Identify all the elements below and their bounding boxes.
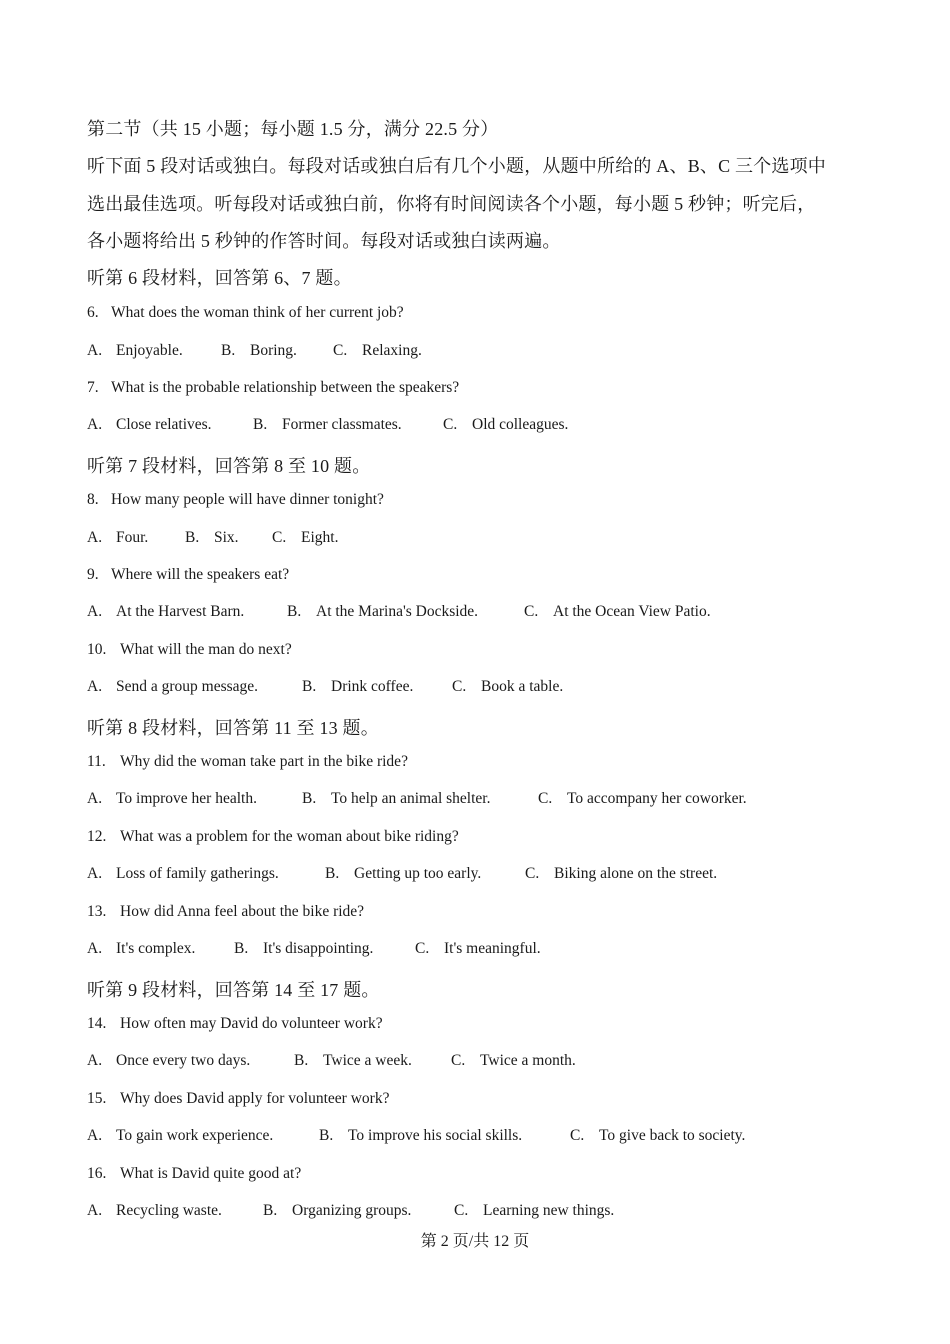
option-a[interactable]: A. Loss of family gatherings.: [87, 865, 279, 882]
question-14: [87, 1015, 383, 1033]
option-c[interactable]: C. Eight.: [272, 529, 339, 546]
option-a[interactable]: A. Recycling waste.: [87, 1202, 222, 1219]
option-c[interactable]: C. Old colleagues.: [443, 416, 569, 433]
instructions-line-3: 各小题将给出 5 秒钟的作答时间。每段对话或独白读两遍。: [87, 231, 561, 251]
group-heading: 听第 6 段材料，回答第 6、7 题。: [87, 268, 352, 288]
options-6: [87, 342, 422, 360]
option-b[interactable]: B. Organizing groups.: [263, 1202, 412, 1219]
option-a[interactable]: A. Once every two days.: [87, 1052, 251, 1069]
question-number: 10.: [87, 641, 107, 658]
question-number: 9.: [87, 566, 99, 583]
question-number: 12.: [87, 828, 107, 845]
question-number: 16.: [87, 1165, 107, 1182]
option-b[interactable]: B. Getting up too early.: [325, 865, 482, 882]
question-number: 13.: [87, 903, 107, 920]
options-10: [87, 678, 563, 696]
options-9: [87, 603, 711, 621]
option-c[interactable]: C. Relaxing.: [333, 342, 422, 359]
instructions-line-2: 选出最佳选项。听每段对话或独白前，你将有时间阅读各个小题，每小题 5 秒钟；听完后，: [87, 194, 816, 214]
question-number: 14.: [87, 1015, 107, 1032]
question-text: How often may David do volunteer work?: [120, 1015, 383, 1032]
option-a[interactable]: A. Four.: [87, 529, 149, 546]
question-number: 6.: [87, 304, 99, 321]
question-8: [87, 491, 384, 509]
option-a[interactable]: A. At the Harvest Barn.: [87, 603, 245, 620]
question-text: How many people will have dinner tonight?: [111, 491, 384, 508]
question-text: What is David quite good at?: [120, 1165, 302, 1182]
instructions-line-1: 听下面 5 段对话或独白。每段对话或独白后有几个小题，从题中所给的 A、B、C 三个选项中: [87, 156, 827, 176]
question-text: Why does David apply for volunteer work?: [120, 1090, 390, 1107]
option-a[interactable]: A. It's complex.: [87, 940, 196, 957]
page-footer: 第 2 页/共 12 页: [420, 1233, 530, 1250]
question-text: Where will the speakers eat?: [111, 566, 290, 583]
question-6: [87, 304, 404, 322]
option-b[interactable]: B. To improve his social skills.: [319, 1127, 523, 1144]
option-a[interactable]: A. Enjoyable.: [87, 342, 183, 359]
question-number: 15.: [87, 1090, 107, 1107]
question-number: 11.: [87, 753, 106, 770]
options-8: [87, 529, 338, 547]
option-b[interactable]: B. Six.: [185, 529, 239, 546]
question-text: Why did the woman take part in the bike ride?: [120, 753, 408, 770]
question-13: [87, 903, 364, 921]
question-text: What was a problem for the woman about bike riding?: [120, 828, 459, 845]
option-a[interactable]: A. To gain work experience.: [87, 1127, 274, 1144]
option-b[interactable]: B. Boring.: [221, 342, 297, 359]
question-12: [87, 828, 459, 846]
option-c[interactable]: C. Book a table.: [452, 678, 564, 695]
group-heading: 听第 7 段材料，回答第 8 至 10 题。: [87, 456, 371, 476]
options-15: [87, 1127, 745, 1145]
question-16: [87, 1165, 301, 1183]
group-heading: 听第 8 段材料，回答第 11 至 13 题。: [87, 718, 379, 738]
option-c[interactable]: C. Biking alone on the street.: [525, 865, 718, 882]
options-16: [87, 1202, 614, 1220]
option-b[interactable]: B. Twice a week.: [294, 1052, 412, 1069]
options-12: [87, 865, 717, 883]
option-c[interactable]: C. To give back to society.: [570, 1127, 746, 1144]
question-text: What is the probable relationship between the speakers?: [111, 379, 460, 396]
option-a[interactable]: A. Close relatives.: [87, 416, 212, 433]
option-a[interactable]: A. To improve her health.: [87, 790, 257, 807]
option-c[interactable]: C. Learning new things.: [454, 1202, 615, 1219]
question-15: [87, 1090, 389, 1108]
option-c[interactable]: C. At the Ocean View Patio.: [524, 603, 711, 620]
option-b[interactable]: B. It's disappointing.: [234, 940, 374, 957]
question-number: 7.: [87, 379, 99, 396]
question-text: What does the woman think of her current job?: [111, 304, 404, 321]
question-10: [87, 641, 292, 659]
question-11: [87, 753, 408, 771]
option-a[interactable]: A. Send a group message.: [87, 678, 259, 695]
question-text: What will the man do next?: [120, 641, 292, 658]
question-text: How did Anna feel about the bike ride?: [120, 903, 365, 920]
option-c[interactable]: C. To accompany her coworker.: [538, 790, 747, 807]
options-13: [87, 940, 541, 958]
question-number: 8.: [87, 491, 99, 508]
option-c[interactable]: C. It's meaningful.: [415, 940, 541, 957]
section-header: 第二节（共 15 小题；每小题 1.5 分，满分 22.5 分）: [87, 119, 499, 139]
group-heading: 听第 9 段材料，回答第 14 至 17 题。: [87, 980, 380, 1000]
option-b[interactable]: B. At the Marina's Dockside.: [287, 603, 479, 620]
question-9: [87, 566, 289, 584]
options-14: [87, 1052, 576, 1070]
option-b[interactable]: B. To help an animal shelter.: [302, 790, 491, 807]
options-7: [87, 416, 568, 434]
option-b[interactable]: B. Drink coffee.: [302, 678, 414, 695]
option-c[interactable]: C. Twice a month.: [451, 1052, 576, 1069]
option-b[interactable]: B. Former classmates.: [253, 416, 402, 433]
options-11: [87, 790, 747, 808]
question-7: [87, 379, 459, 397]
